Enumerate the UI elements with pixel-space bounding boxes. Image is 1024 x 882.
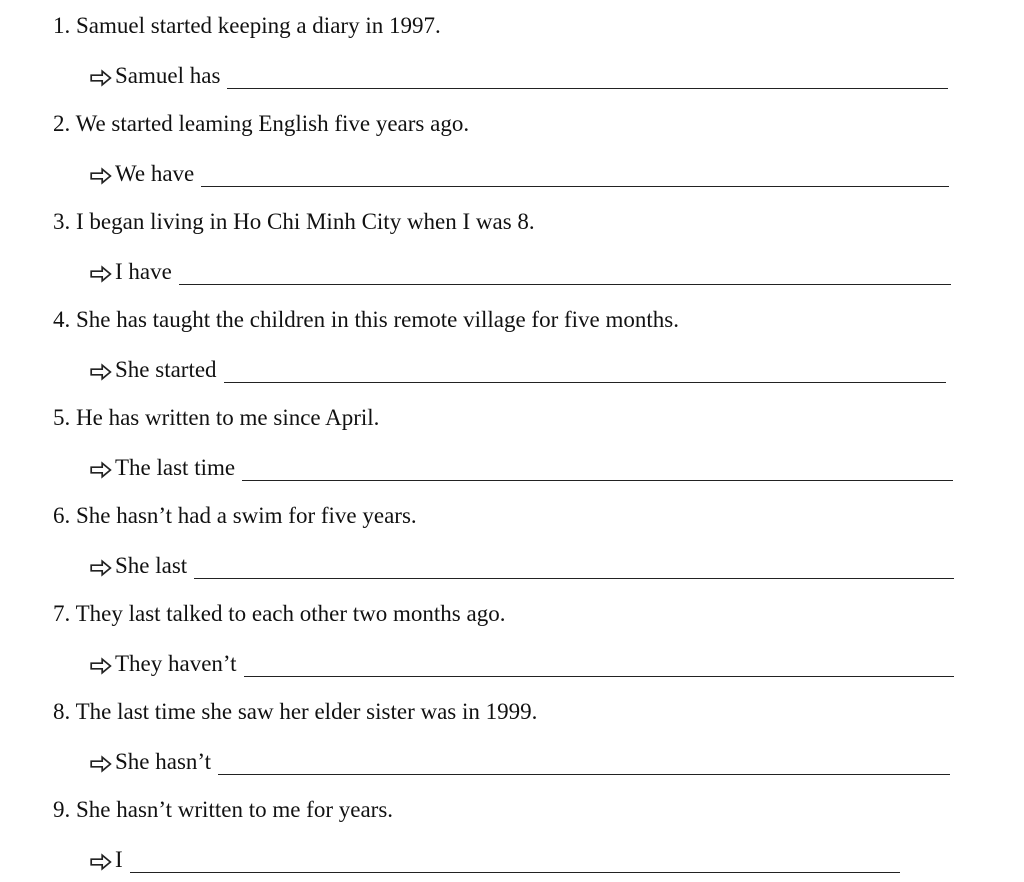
item-number: 2.	[53, 111, 71, 136]
answer-row	[89, 744, 950, 778]
answer-blank-line[interactable]	[179, 284, 951, 285]
arrow-right-icon	[89, 360, 113, 384]
original-sentence: He has written to me since April.	[76, 405, 380, 430]
answer-blank-line[interactable]	[224, 382, 946, 383]
exercise-item-7	[0, 588, 1024, 686]
original-sentence: I began living in Ho Chi Minh City when I was 8.	[76, 209, 535, 234]
arrow-right-icon	[89, 556, 113, 580]
exercise-prompt	[53, 11, 441, 41]
exercise-item-4	[0, 294, 1024, 392]
original-sentence: The last time she saw her elder sister was in 1999.	[75, 699, 538, 724]
arrow-right-icon	[89, 262, 113, 286]
item-number: 7.	[53, 601, 71, 626]
exercise-prompt	[53, 697, 537, 727]
original-sentence: Samuel started keeping a diary in 1997.	[76, 13, 441, 38]
answer-starter: They haven’t	[115, 651, 237, 676]
answer-row	[89, 58, 948, 92]
original-sentence: She hasn’t written to me for years.	[76, 797, 394, 822]
arrow-right-icon	[89, 752, 113, 776]
arrow-right-icon	[89, 164, 113, 188]
original-sentence: We started leaming English five years ago.	[75, 111, 470, 136]
exercise-item-2	[0, 98, 1024, 196]
item-number: 6.	[53, 503, 71, 528]
answer-row	[89, 352, 946, 386]
exercise-prompt	[53, 795, 393, 825]
answer-starter: I have	[115, 259, 172, 284]
answer-starter: Samuel has	[115, 63, 221, 88]
item-number: 8.	[53, 699, 71, 724]
original-sentence: She hasn’t had a swim for five years.	[76, 503, 417, 528]
answer-blank-line[interactable]	[130, 872, 900, 873]
answer-starter: We have	[115, 161, 195, 186]
item-number: 1.	[53, 13, 71, 38]
answer-starter: She last	[115, 553, 188, 578]
exercise-prompt	[53, 501, 417, 531]
answer-starter: The last time	[115, 455, 236, 480]
item-number: 4.	[53, 307, 71, 332]
exercise-item-9	[0, 784, 1024, 882]
answer-row	[89, 646, 954, 680]
arrow-right-icon	[89, 458, 113, 482]
answer-blank-line[interactable]	[244, 676, 954, 677]
answer-row	[89, 548, 954, 582]
answer-blank-line[interactable]	[242, 480, 953, 481]
exercise-prompt	[53, 599, 505, 629]
exercise-prompt	[53, 109, 469, 139]
answer-blank-line[interactable]	[218, 774, 950, 775]
exercise-item-5	[0, 392, 1024, 490]
exercise-item-6	[0, 490, 1024, 588]
item-number: 5.	[53, 405, 71, 430]
answer-row	[89, 156, 949, 190]
exercise-item-1	[0, 0, 1024, 98]
answer-row	[89, 254, 951, 288]
answer-row	[89, 450, 953, 484]
exercise-prompt	[53, 403, 379, 433]
answer-starter: She hasn’t	[115, 749, 212, 774]
exercise-prompt	[53, 207, 535, 237]
exercise-item-8	[0, 686, 1024, 784]
answer-blank-line[interactable]	[227, 88, 948, 89]
answer-row	[89, 842, 900, 876]
exercise-item-3	[0, 196, 1024, 294]
answer-blank-line[interactable]	[194, 578, 954, 579]
item-number: 3.	[53, 209, 71, 234]
answer-starter: I	[115, 847, 123, 872]
original-sentence: She has taught the children in this remote village for five months.	[76, 307, 679, 332]
answer-starter: She started	[115, 357, 217, 382]
item-number: 9.	[53, 797, 71, 822]
arrow-right-icon	[89, 654, 113, 678]
original-sentence: They last talked to each other two months ago.	[75, 601, 506, 626]
arrow-right-icon	[89, 66, 113, 90]
answer-blank-line[interactable]	[201, 186, 949, 187]
exercise-prompt	[53, 305, 679, 335]
